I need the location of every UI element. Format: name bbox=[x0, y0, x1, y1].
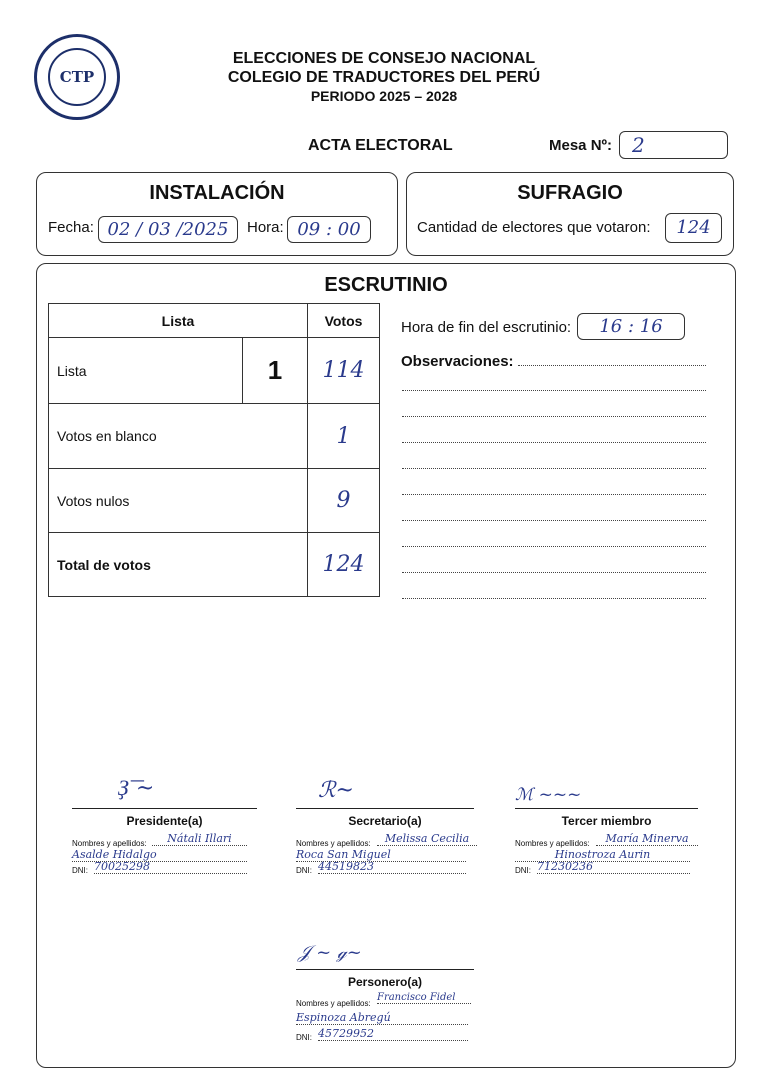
votes-field[interactable]: 114 bbox=[308, 338, 380, 404]
electores-field[interactable]: 124 bbox=[665, 213, 722, 243]
row-label: Lista bbox=[49, 338, 243, 404]
dni-label: DNI: bbox=[515, 866, 531, 875]
personero-name-2[interactable]: Espinoza Abregú bbox=[296, 1011, 468, 1025]
table-row bbox=[49, 338, 380, 404]
row-label: Total de votos bbox=[49, 533, 308, 597]
row-label: Votos nulos bbox=[49, 469, 308, 533]
table-row bbox=[49, 404, 380, 469]
sufragio-title: SUFRAGIO bbox=[517, 182, 623, 204]
dni-label: DNI: bbox=[296, 1033, 312, 1042]
nombres-label: Nombres y apellidos: bbox=[296, 999, 371, 1008]
personero-signature: 𝒥 ~ ℊ~ bbox=[298, 942, 362, 963]
tercer-name-2[interactable]: Hinostroza Aurin bbox=[515, 848, 690, 862]
presidente-name-1[interactable]: Nátali Illari bbox=[152, 832, 247, 846]
observaciones-line[interactable] bbox=[402, 493, 706, 495]
col-header-votos: Votos bbox=[308, 304, 380, 338]
votes-field[interactable]: 124 bbox=[308, 533, 380, 597]
observaciones-line[interactable] bbox=[402, 441, 706, 443]
presidente-signature: Ҙ͞ ~ bbox=[118, 776, 155, 801]
observaciones-line[interactable] bbox=[518, 364, 706, 366]
secretario-signature: ℛ~ bbox=[318, 778, 354, 803]
tercer-signature: ℳ ~~~ bbox=[515, 785, 582, 805]
observaciones-line[interactable] bbox=[402, 597, 706, 599]
row-label: Votos en blanco bbox=[49, 404, 308, 469]
hora-fin-label: Hora de fin del escrutinio: bbox=[401, 319, 572, 336]
signature-line bbox=[296, 969, 474, 970]
table-row bbox=[49, 469, 380, 533]
secretario-name-1[interactable]: Melissa Cecilia bbox=[377, 832, 477, 846]
fecha-field[interactable]: 02 / 03 /2025 bbox=[98, 216, 238, 243]
signature-line bbox=[296, 808, 474, 809]
mesa-label: Mesa Nº: bbox=[549, 137, 612, 154]
observaciones-line[interactable] bbox=[402, 545, 706, 547]
lista-number: 1 bbox=[243, 338, 308, 404]
hora-label: Hora: bbox=[247, 219, 284, 236]
nombres-label: Nombres y apellidos: bbox=[72, 839, 147, 848]
votes-field[interactable]: 1 bbox=[308, 404, 380, 469]
tercer-role: Tercer miembro bbox=[561, 814, 652, 828]
signature-line bbox=[72, 808, 257, 809]
col-header-lista: Lista bbox=[49, 304, 308, 338]
instalacion-title: INSTALACIÓN bbox=[149, 182, 285, 204]
personero-name-1[interactable]: Francisco Fidel bbox=[377, 992, 471, 1004]
presidente-role: Presidente(a) bbox=[126, 814, 203, 828]
mesa-field[interactable]: 2 bbox=[619, 131, 728, 159]
personero-dni[interactable]: 45729952 bbox=[318, 1027, 468, 1041]
observaciones-line[interactable] bbox=[402, 467, 706, 469]
nombres-label: Nombres y apellidos: bbox=[296, 839, 371, 848]
header-line-2: COLEGIO DE TRADUCTORES DEL PERÚ bbox=[227, 69, 541, 86]
tercer-name-1[interactable]: María Minerva bbox=[596, 832, 698, 846]
electores-label: Cantidad de electores que votaron: bbox=[417, 219, 651, 236]
header-line-1: ELECCIONES DE CONSEJO NACIONAL bbox=[232, 50, 536, 67]
secretario-name-2[interactable]: Roca San Miguel bbox=[296, 848, 466, 862]
presidente-name-2[interactable]: Asalde Hidalgo bbox=[72, 848, 247, 862]
observaciones-line[interactable] bbox=[402, 389, 706, 391]
secretario-role: Secretario(a) bbox=[348, 814, 422, 828]
signature-line bbox=[515, 808, 698, 809]
tercer-dni[interactable]: 71230236 bbox=[537, 860, 690, 874]
escrutinio-title: ESCRUTINIO bbox=[324, 274, 448, 296]
results-table bbox=[48, 303, 380, 597]
acta-title: ACTA ELECTORAL bbox=[308, 137, 453, 154]
observaciones-line[interactable] bbox=[402, 519, 706, 521]
table-row bbox=[49, 533, 380, 597]
observaciones-line[interactable] bbox=[402, 415, 706, 417]
secretario-dni[interactable]: 44519823 bbox=[318, 860, 466, 874]
nombres-label: Nombres y apellidos: bbox=[515, 839, 590, 848]
observaciones-line[interactable] bbox=[402, 571, 706, 573]
personero-role: Personero(a) bbox=[347, 975, 423, 989]
observaciones-label: Observaciones: bbox=[401, 353, 514, 370]
seal-monogram: CTP bbox=[48, 48, 106, 106]
dni-label: DNI: bbox=[72, 866, 88, 875]
header-line-3: PERIODO 2025 – 2028 bbox=[310, 88, 458, 104]
dni-label: DNI: bbox=[296, 866, 312, 875]
votes-field[interactable]: 9 bbox=[308, 469, 380, 533]
hora-field[interactable]: 09 : 00 bbox=[287, 216, 371, 243]
presidente-dni[interactable]: 70025298 bbox=[94, 860, 247, 874]
hora-fin-field[interactable]: 16 : 16 bbox=[577, 313, 685, 340]
fecha-label: Fecha: bbox=[48, 219, 94, 236]
